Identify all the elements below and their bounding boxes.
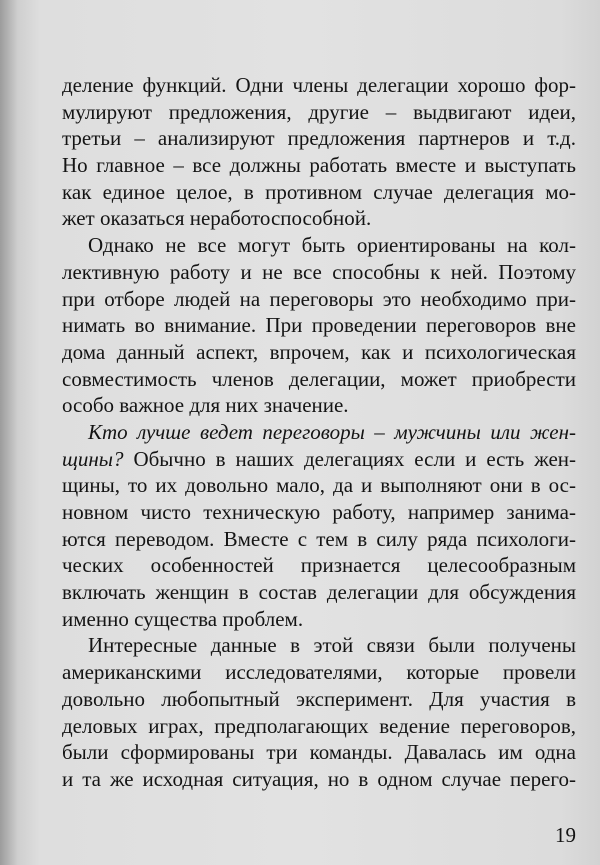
text-line: ются переводом. Вместе с тем в силу ряда психологи- bbox=[62, 526, 576, 551]
text-line: американскими исследователями, которые провели bbox=[62, 660, 576, 685]
text-line: жет оказаться неработоспособной. bbox=[62, 206, 372, 231]
text-line: совместимость членов делегации, может приобрести bbox=[62, 366, 576, 391]
text-line: Однако не все могут быть ориентированы на кол- bbox=[88, 233, 576, 258]
text-line: особо важное для них значение. bbox=[62, 393, 349, 418]
text-line: лективную работу и не все способны к ней. Поэтому bbox=[62, 259, 576, 284]
text-line: дома данный аспект, впрочем, как и психологическая bbox=[62, 339, 576, 364]
text-line-italic: Кто лучше ведет переговоры – мужчины или жен- bbox=[88, 419, 576, 444]
page-number: 19 bbox=[555, 823, 576, 847]
text-line: включать женщин в состав делегации для обсуждения bbox=[62, 580, 576, 605]
text-line: при отборе людей на переговоры это необходимо при- bbox=[62, 286, 576, 311]
text-line: ческих особенностей признается целесообразным bbox=[62, 553, 576, 578]
text-line: нимать во внимание. При проведении переговоров вне bbox=[62, 313, 576, 338]
text-line: Интересные данные в этой связи были получены bbox=[88, 633, 576, 658]
text-line: и та же исходная ситуация, но в одном случае перего- bbox=[62, 766, 576, 791]
text-line: щины, то их довольно мало, да и выполняют они в ос- bbox=[62, 473, 576, 498]
text-line: довольно любопытный эксперимент. Для участия в bbox=[62, 686, 576, 711]
text-line: деление функций. Одни члены делегации хорошо фор- bbox=[62, 73, 576, 97]
text-line: третьи – анализируют предложения партнеров и т.д. bbox=[62, 126, 576, 151]
text-line: Но главное – все должны работать вместе и выступать bbox=[62, 153, 576, 178]
text-line: были сформированы три команды. Давалась им одна bbox=[62, 740, 576, 765]
text-line: как единое целое, в противном случае делегация мо- bbox=[62, 179, 576, 204]
text-line: новном чисто техническую работу, например занима- bbox=[62, 500, 576, 524]
text-line: деловых играх, предполагающих ведение переговоров, bbox=[62, 713, 576, 738]
text-line: мулируют предложения, другие – выдвигают идеи, bbox=[62, 99, 576, 124]
text-line: именно существа проблем. bbox=[62, 606, 304, 631]
text-line-mixed bbox=[62, 446, 576, 473]
italic-fragment: щины? bbox=[62, 446, 124, 471]
regular-fragment: Обычно в наших делегациях если и есть жен- bbox=[123, 446, 576, 471]
page-text bbox=[62, 72, 576, 793]
